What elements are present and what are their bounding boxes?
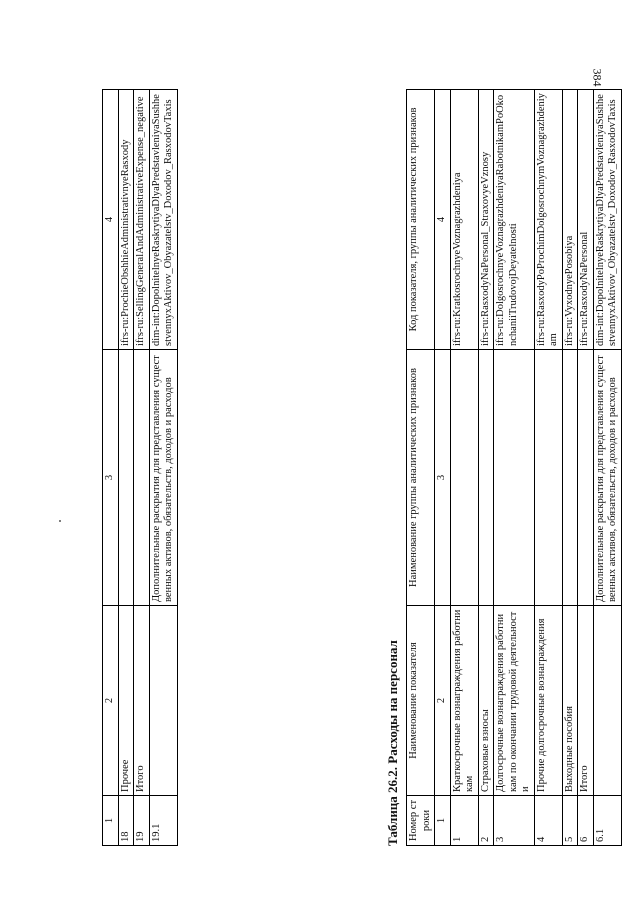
row-number: 6 (578, 796, 594, 846)
column-numbers-row (103, 90, 119, 846)
col-number: 2 (103, 606, 119, 796)
indicator-name: Итого (134, 606, 150, 796)
column-numbers-row (435, 90, 451, 846)
table-row (450, 90, 478, 846)
table-caption: Таблица 26.2. Расходы на персонал (385, 640, 400, 846)
table-row (118, 90, 134, 846)
indicator-name: Прочие долгосрочные вознаграждения (534, 606, 562, 796)
indicator-code: ifrs-ru:DolgosrochnyeVoznagrazhdeniyaRabotnikamPoOkonchaniiTrudovojDeyatelnosti (494, 90, 535, 350)
col-number: 3 (103, 350, 119, 606)
row-number: 3 (494, 796, 535, 846)
indicator-code: dim-int:DopolnitelnyeRaskrytiyaDlyaPredstavleniyaSushhestvennyxAktivov_Obyazatelstv_Doxodov_RasxodovTaxis (593, 90, 621, 350)
group-name (478, 350, 494, 606)
indicator-name (593, 606, 621, 796)
table-row (134, 90, 150, 846)
col-number: 1 (435, 796, 451, 846)
group-name (562, 350, 578, 606)
indicator-code: ifrs-ru:RasxodyNaPersonal (578, 90, 594, 350)
indicator-code: ifrs-ru:RasxodyPoProchimDolgosrochnymVoznagrazhdeniyam (534, 90, 562, 350)
row-number: 19.1 (149, 796, 177, 846)
indicator-name: Страховые взносы (478, 606, 494, 796)
group-name: Дополнительные раскрытия для представления существенных активов, обязательств, доходов и расходов (593, 350, 621, 606)
indicator-name: Долгосрочные вознаграждения работникам по окончании трудовой деятельности (494, 606, 535, 796)
col-number: 4 (103, 90, 119, 350)
header-cell: Код показателя, группы аналитических признаков (407, 90, 435, 350)
indicator-name (149, 606, 177, 796)
row-number: 19 (134, 796, 150, 846)
table-continued (102, 89, 178, 846)
indicator-code: ifrs-ru:KratkosrochnyeVoznagrazhdeniya (450, 90, 478, 350)
indicator-code: ifrs-ru:VyxodnyePosobiya (562, 90, 578, 350)
header-row (407, 90, 435, 846)
group-name (450, 350, 478, 606)
indicator-name: Итого (578, 606, 594, 796)
table-row (562, 90, 578, 846)
table-row (494, 90, 535, 846)
col-number: 2 (435, 606, 451, 796)
table-row (593, 90, 621, 846)
row-number: 5 (562, 796, 578, 846)
group-name (534, 350, 562, 606)
header-cell: Наименование показателя (407, 606, 435, 796)
header-cell: Наименование группы аналитических признаков (407, 350, 435, 606)
indicator-code: ifrs-ru:SellingGeneralAndAdministrativeExpense_negative (134, 90, 150, 350)
indicator-name: Краткосрочные вознаграждения работникам (450, 606, 478, 796)
table-row (578, 90, 594, 846)
header-cell: Номер строки (407, 796, 435, 846)
page-number: 384 (590, 68, 605, 87)
group-name: Дополнительные раскрытия для представления существенных активов, обязательств, доходов и расходов (149, 350, 177, 606)
col-number: 1 (103, 796, 119, 846)
col-number: 3 (435, 350, 451, 606)
indicator-code: ifrs-ru:RasxodyNaPersonal_StraxovyeVznosy (478, 90, 494, 350)
indicator-name: Прочее (118, 606, 134, 796)
table-row (478, 90, 494, 846)
row-number: 18 (118, 796, 134, 846)
table-row (149, 90, 177, 846)
row-number: 1 (450, 796, 478, 846)
col-number: 4 (435, 90, 451, 350)
group-name (134, 350, 150, 606)
group-name (494, 350, 535, 606)
row-number: 6.1 (593, 796, 621, 846)
indicator-code: ifrs-ru:ProchieObshhieAdministrativnyeRasxody (118, 90, 134, 350)
table-row (534, 90, 562, 846)
row-number: 2 (478, 796, 494, 846)
row-number: 4 (534, 796, 562, 846)
indicator-name: Выходные пособия (562, 606, 578, 796)
indicator-code: dim-int:DopolnitelnyeRaskrytiyaDlyaPredstavleniyaSushhestvennyxAktivov_Obyazatelstv_Doxodov_RasxodovTaxis (149, 90, 177, 350)
personnel-expenses-table (406, 89, 622, 846)
group-name (118, 350, 134, 606)
group-name (578, 350, 594, 606)
scan-speck (59, 520, 61, 522)
